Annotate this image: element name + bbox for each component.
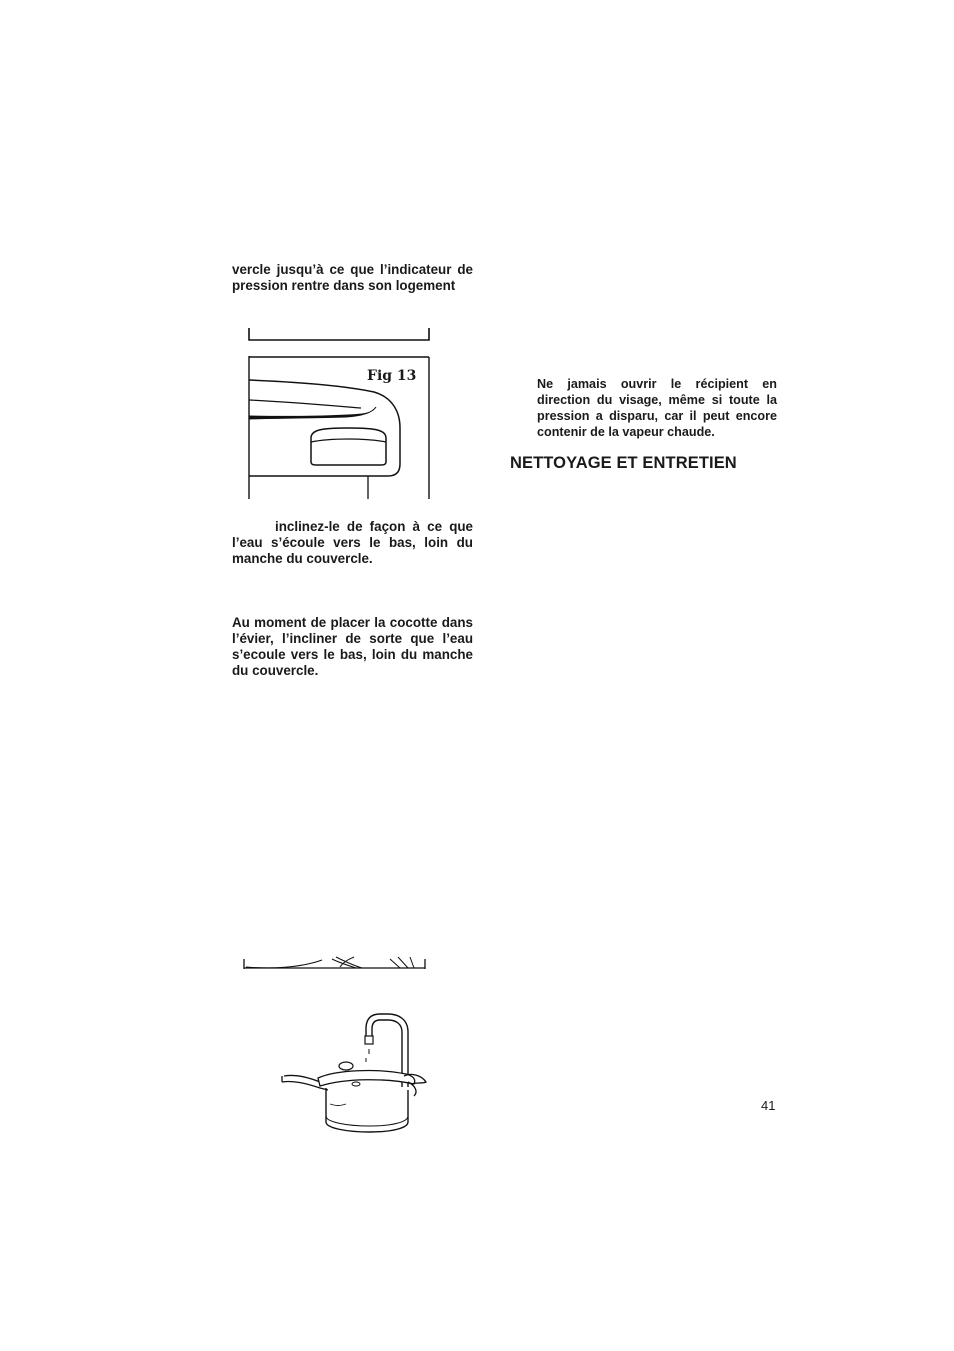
figure-fragment-top (240, 955, 430, 973)
figure-13-label: Fig 13 (367, 368, 417, 384)
section-heading-cleaning: NETTOYAGE ET ENTRETIEN (510, 454, 737, 472)
warning-open-away-from-face: Ne jamais ouvrir le récipient en direction du visage, même si toute la pression a disparu, car il peut encore contenir de la vapeur chaude. (537, 377, 777, 439)
figure-bracket-top (246, 326, 432, 342)
paragraph-tilt-cooker: inclinez-le de façon à ce que l’eau s’écoule vers le bas, loin du manche du couvercle. (232, 519, 473, 566)
page-number: 41 (761, 1098, 776, 1113)
sink-cooker-illustration (276, 1012, 436, 1136)
paragraph-lid-indicator: vercle jusqu’à ce que l’indicateur de pression rentre dans son logement (232, 262, 473, 293)
paragraph-sink-placement: Au moment de placer la cocotte dans l’évier, l’incliner de sorte que l’eau s’ecoule vers le bas, loin du manche du couvercle. (232, 615, 473, 678)
